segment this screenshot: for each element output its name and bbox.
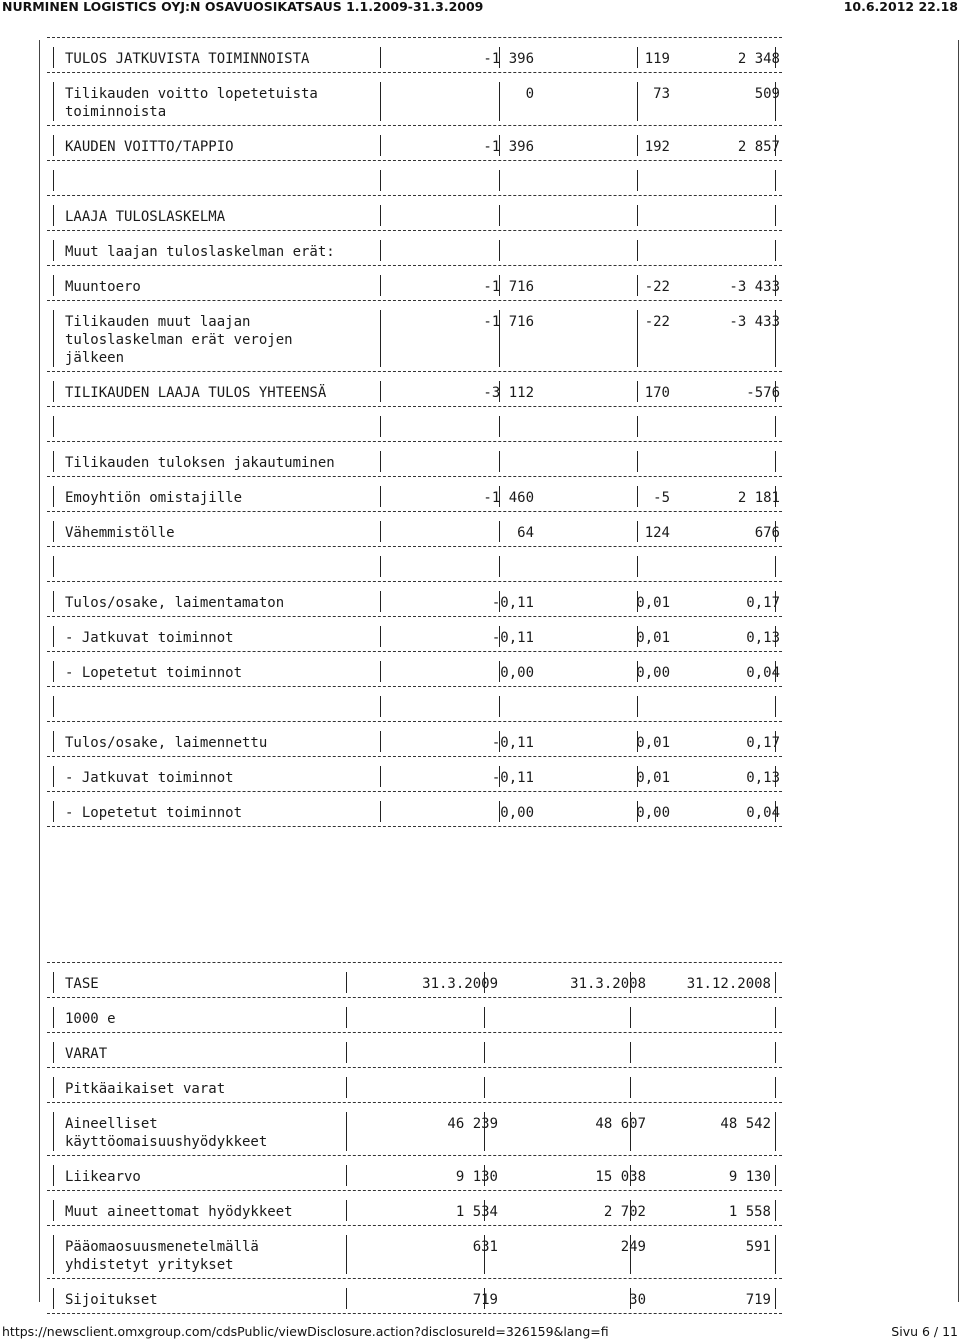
column-separator [637,170,638,191]
value-cell: -1 460 [483,490,534,506]
table-rule [47,406,782,416]
value-cell: -1 396 [483,51,534,67]
column-separator [380,521,381,542]
column-separator [775,1200,776,1221]
table-row [47,135,782,156]
value-cell: 119 [644,51,670,67]
column-separator [380,451,381,472]
table-row [47,310,782,367]
value-cell: -1 716 [483,314,534,330]
row-label: Emoyhtiön omistajille [65,490,243,506]
column-separator [775,170,776,191]
table-row [47,416,782,437]
table-row [47,1235,782,1274]
value-cell: 0,13 [746,630,780,646]
row-label: TASE [65,976,99,992]
column-separator [53,82,54,121]
table-rule [47,72,782,82]
table-row [47,731,782,752]
column-separator [53,1288,54,1309]
column-separator [53,240,54,261]
value-cell: -0,11 [491,630,534,646]
table-rule [47,230,782,240]
column-separator [637,556,638,577]
column-separator [380,556,381,577]
column-separator [637,310,638,367]
row-label: - Jatkuvat toiminnot [65,630,234,646]
column-separator [53,381,54,402]
table-rule [47,195,782,205]
value-cell: 0,00 [500,805,534,821]
column-separator [637,696,638,717]
value-cell: 0,17 [746,735,780,751]
value-cell: 9 130 [728,1169,771,1185]
row-label: - Lopetetut toiminnot [65,805,243,821]
table-row [47,205,782,226]
column-separator [53,696,54,717]
column-separator [53,731,54,752]
column-separator [484,1007,485,1028]
source-url[interactable]: https://newsclient.omxgroup.com/cdsPublic/viewDisclosure.action?disclosureId=326159&lang=fi [2,1324,609,1339]
row-label: TILIKAUDEN LAAJA TULOS YHTEENSÄ [65,385,327,401]
value-cell: -3 433 [729,279,780,295]
row-label: TULOS JATKUVISTA TOIMINNOISTA [65,51,310,67]
row-label: Muut laajan tuloslaskelman erät: [65,244,335,260]
row-label: - Lopetetut toiminnot [65,665,243,681]
column-separator [775,451,776,472]
value-cell: 73 [653,86,670,102]
column-separator [775,205,776,226]
document-header [0,0,960,16]
column-separator [630,1007,631,1028]
value-cell: 31.12.2008 [686,976,771,992]
column-separator [53,766,54,787]
column-separator [637,135,638,156]
column-separator [380,696,381,717]
value-cell: -0,11 [491,735,534,751]
column-separator [53,275,54,296]
value-cell: 15 038 [595,1169,646,1185]
table-rule [47,962,782,972]
column-separator [380,170,381,191]
table-row [47,626,782,647]
row-label: Muuntoero [65,279,141,295]
table-rule [47,546,782,556]
table-rule [47,441,782,451]
column-separator [346,1042,347,1063]
column-separator [53,47,54,68]
table-row [47,1042,782,1063]
value-cell: -576 [746,385,780,401]
column-separator [380,275,381,296]
value-cell: 2 702 [603,1204,646,1220]
column-separator [53,1235,54,1274]
value-cell: 64 [517,525,534,541]
value-cell: 0 [525,86,534,102]
income-statement-table [47,33,782,836]
row-label: Tilikauden muut laajan tuloslaskelman erät verojen jälkeen [65,314,293,366]
column-separator [346,1112,347,1151]
value-cell: -22 [644,279,670,295]
column-separator [53,486,54,507]
table-row [47,1165,782,1186]
column-separator [775,972,776,993]
value-cell: 48 607 [595,1116,646,1132]
value-cell: 48 542 [720,1116,771,1132]
column-separator [380,731,381,752]
row-label: Pääomaosuusmenetelmällä yhdistetyt yritykset [65,1239,259,1273]
value-cell: 2 348 [737,51,780,67]
column-separator [380,591,381,612]
value-cell: 30 [629,1292,646,1308]
row-label: Liikearvo [65,1169,141,1185]
value-cell: -1 716 [483,279,534,295]
column-separator [380,205,381,226]
value-cell: 1 534 [455,1204,498,1220]
column-separator [346,1200,347,1221]
value-cell: 0,00 [500,665,534,681]
table-row [47,766,782,787]
row-label: Tulos/osake, laimennettu [65,735,268,751]
column-separator [637,486,638,507]
table-rule [47,826,782,836]
column-separator [53,521,54,542]
table-row [47,82,782,121]
table-row [47,1007,782,1028]
table-rule [47,581,782,591]
row-label: KAUDEN VOITTO/TAPPIO [65,139,234,155]
table-row [47,591,782,612]
value-cell: 0,00 [636,665,670,681]
value-cell: 0,04 [746,805,780,821]
row-label: 1000 e [65,1011,116,1027]
column-separator [775,556,776,577]
column-separator [499,416,500,437]
value-cell: 2 181 [737,490,780,506]
row-label: Tilikauden tuloksen jakautuminen [65,455,335,471]
row-label: Sijoitukset [65,1292,158,1308]
column-separator [637,275,638,296]
row-label: Aineelliset käyttöomaisuushyödykkeet [65,1116,268,1150]
table-row [47,381,782,402]
table-row [47,696,782,717]
table-row [47,556,782,577]
column-separator [53,170,54,191]
value-cell: 0,01 [636,595,670,611]
column-separator [499,240,500,261]
column-separator [53,556,54,577]
value-cell: 591 [745,1239,771,1255]
column-separator [637,240,638,261]
value-cell: 46 239 [447,1116,498,1132]
column-separator [53,416,54,437]
document-footer [0,1324,960,1341]
column-separator [775,1007,776,1028]
column-separator [499,521,500,542]
value-cell: 2 857 [737,139,780,155]
document-title: NURMINEN LOGISTICS OYJ:N OSAVUOSIKATSAUS 1.1.2009-31.3.2009 [2,0,484,14]
column-separator [53,1112,54,1151]
column-separator [637,381,638,402]
column-separator [346,1288,347,1309]
table-rule [47,371,782,381]
value-cell: -3 433 [729,314,780,330]
row-label: Tulos/osake, laimentamaton [65,595,285,611]
table-rule [47,511,782,521]
value-cell: 31.3.2008 [570,976,646,992]
column-separator [499,696,500,717]
column-separator [499,82,500,121]
column-separator [775,240,776,261]
row-label: Vähemmistölle [65,525,175,541]
table-row [47,661,782,682]
column-separator [637,47,638,68]
column-separator [775,696,776,717]
value-cell: 631 [472,1239,498,1255]
value-cell: 0,17 [746,595,780,611]
table-rule [47,1278,782,1288]
table-rule [47,1155,782,1165]
balance-sheet-table [47,958,782,1323]
column-separator [775,1288,776,1309]
table-row [47,1112,782,1151]
column-separator [380,626,381,647]
column-separator [346,1077,347,1098]
value-cell: 170 [644,385,670,401]
value-cell: -3 112 [483,385,534,401]
column-separator [630,1077,631,1098]
column-separator [499,556,500,577]
column-separator [53,205,54,226]
table-rule [47,756,782,766]
column-separator [637,521,638,542]
print-date: 10.6.2012 22.18 [843,0,958,14]
column-separator [637,205,638,226]
table-rule [47,1313,782,1323]
table-row [47,972,782,993]
table-rule [47,265,782,275]
row-label: Muut aineettomat hyödykkeet [65,1204,293,1220]
table-rule [47,125,782,135]
table-row [47,1077,782,1098]
column-separator [380,240,381,261]
column-separator [346,1165,347,1186]
column-separator [346,1007,347,1028]
column-separator [53,1077,54,1098]
column-separator [380,381,381,402]
column-separator [775,1165,776,1186]
column-separator [499,451,500,472]
value-cell: 249 [620,1239,646,1255]
table-rule [47,300,782,310]
row-label: LAAJA TULOSLASKELMA [65,209,226,225]
table-rule [47,616,782,626]
column-separator [53,1200,54,1221]
value-cell: -0,11 [491,770,534,786]
column-separator [484,1042,485,1063]
column-separator [53,801,54,822]
column-separator [380,135,381,156]
value-cell: -0,11 [491,595,534,611]
table-rule [47,721,782,731]
table-row [47,170,782,191]
value-cell: -1 396 [483,139,534,155]
value-cell: 0,13 [746,770,780,786]
column-separator [775,1077,776,1098]
value-cell: 0,01 [636,630,670,646]
value-cell: 0,00 [636,805,670,821]
table-rule [47,791,782,801]
column-separator [775,1112,776,1151]
column-separator [380,801,381,822]
column-separator [53,972,54,993]
value-cell: -5 [653,490,670,506]
column-separator [53,1165,54,1186]
column-separator [53,661,54,682]
table-rule [47,1102,782,1112]
column-separator [775,1042,776,1063]
table-rule [47,1032,782,1042]
table-rule [47,1225,782,1235]
column-separator [380,766,381,787]
table-row [47,240,782,261]
column-separator [380,486,381,507]
table-rule [47,997,782,1007]
column-separator [53,1042,54,1063]
table-row [47,47,782,68]
column-separator [53,135,54,156]
value-cell: 0,04 [746,665,780,681]
value-cell: 509 [754,86,780,102]
table-rule [47,651,782,661]
table-rule [47,37,782,47]
value-cell: 719 [745,1292,771,1308]
column-separator [380,47,381,68]
value-cell: 1 558 [728,1204,771,1220]
table-rule [47,1067,782,1077]
table-row [47,275,782,296]
column-separator [380,82,381,121]
column-separator [53,310,54,367]
column-separator [53,591,54,612]
table-row [47,521,782,542]
table-row [47,486,782,507]
table-row [47,1288,782,1309]
value-cell: 9 130 [455,1169,498,1185]
column-separator [346,972,347,993]
column-separator [53,451,54,472]
column-separator [380,661,381,682]
column-separator [775,1235,776,1274]
column-separator [499,170,500,191]
column-separator [499,205,500,226]
column-separator [346,1235,347,1274]
table-row [47,801,782,822]
value-cell: 719 [472,1292,498,1308]
table-rule [47,476,782,486]
table-row [47,451,782,472]
column-separator [637,416,638,437]
value-cell: 124 [644,525,670,541]
column-separator [380,416,381,437]
table-rule [47,686,782,696]
value-cell: 31.3.2009 [422,976,498,992]
value-cell: 0,01 [636,735,670,751]
page-number: Sivu 6 / 11 [891,1324,958,1339]
column-separator [484,1077,485,1098]
row-label: - Jatkuvat toiminnot [65,770,234,786]
column-separator [53,626,54,647]
column-separator [630,1042,631,1063]
table-rule [47,160,782,170]
column-separator [380,310,381,367]
column-separator [53,1007,54,1028]
column-separator [637,451,638,472]
value-cell: 676 [754,525,780,541]
table-rule [47,1190,782,1200]
value-cell: 192 [644,139,670,155]
table-row [47,1200,782,1221]
row-label: Tilikauden voitto lopetetuista toiminnoista [65,86,318,120]
value-cell: -22 [644,314,670,330]
row-label: VARAT [65,1046,108,1062]
row-label: Pitkäaikaiset varat [65,1081,226,1097]
column-separator [775,416,776,437]
column-separator [637,82,638,121]
value-cell: 0,01 [636,770,670,786]
